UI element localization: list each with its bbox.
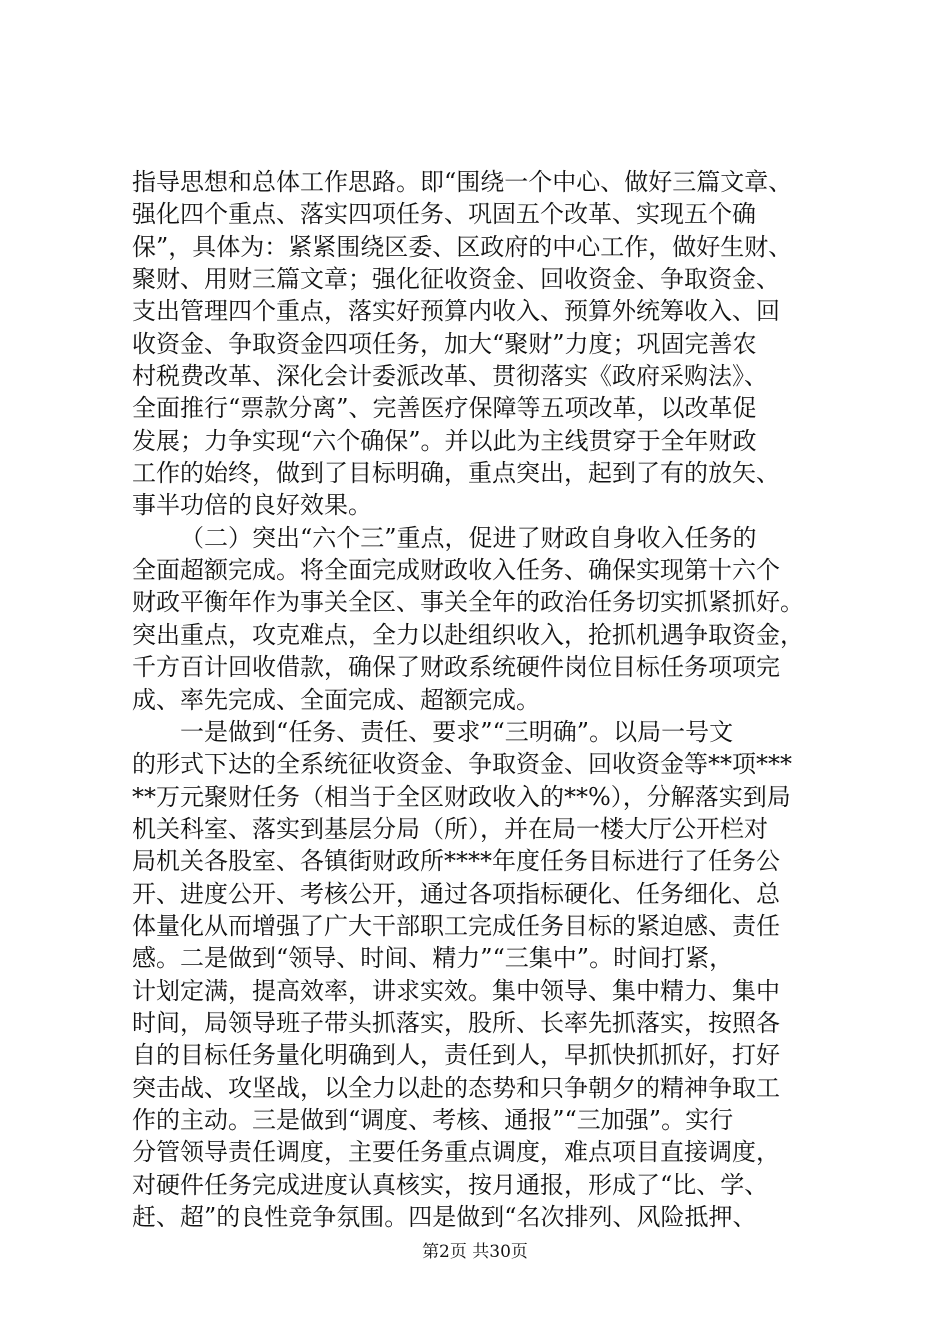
- text-line: 村税费改革、深化会计委派改革、贯彻落实《政府采购法》、: [132, 362, 768, 391]
- section-heading-line: （二）突出“六个三”重点，促进了财政自身收入任务的: [180, 523, 757, 552]
- text-line: 千方百计回收借款，确保了财政系统硬件岗位目标任务项项完: [132, 653, 780, 682]
- page-footer: [0, 1240, 950, 1264]
- text-line: 成、率先完成、全面完成、超额完成。: [132, 685, 540, 714]
- text-line: 时间，局领导班子带头抓落实，股所、长率先抓落实，按照各: [132, 1008, 780, 1037]
- text-line: 财政平衡年作为事关全区、事关全年的政治任务切实抓紧抓好。: [132, 588, 804, 617]
- text-line: 保”，具体为：紧紧围绕区委、区政府的中心工作，做好生财、: [132, 232, 793, 261]
- text-line: 体量化从而增强了广大干部职工完成任务目标的紧迫感、责任: [132, 911, 780, 940]
- text-line: 开、进度公开、考核公开，通过各项指标硬化、任务细化、总: [132, 879, 780, 908]
- text-line: 全面超额完成。将全面完成财政收入任务、确保实现第十六个: [132, 556, 780, 585]
- text-line: 工作的始终，做到了目标明确，重点突出，起到了有的放矢、: [132, 459, 780, 488]
- text-line: 对硬件任务完成进度认真核实，按月通报，形成了“比、学、: [132, 1170, 769, 1199]
- text-line: 收资金、争取资金四项任务，加大“聚财”力度；巩固完善农: [132, 329, 757, 358]
- page-number: 第2页 共30页: [422, 1242, 528, 1262]
- text-line: 计划定满，提高效率，讲求实效。集中领导、集中精力、集中: [132, 976, 780, 1005]
- text-line: 事半功倍的良好效果。: [132, 491, 372, 520]
- text-line: 突出重点，攻克难点，全力以赴组织收入，抢抓机遇争取资金，: [132, 620, 804, 649]
- text-line: 发展；力争实现“六个确保”。并以此为主线贯穿于全年财政: [132, 426, 757, 455]
- text-line: 作的主动。三是做到“调度、考核、通报”“三加强”。实行: [132, 1105, 734, 1134]
- text-line: 全面推行“票款分离”、完善医疗保障等五项改革，以改革促: [132, 394, 757, 423]
- text-line: 感。二是做到“领导、时间、精力”“三集中”。时间打紧，: [132, 944, 734, 973]
- document-body: [132, 166, 832, 1233]
- text-line: 赶、超”的良性竞争氛围。四是做到“名次排列、风险抵押、: [132, 1203, 757, 1231]
- text-line: 局机关各股室、各镇街财政所****年度任务目标进行了任务公: [132, 847, 780, 876]
- text-line: 的形式下达的全系统征收资金、争取资金、回收资金等**项***: [132, 750, 792, 779]
- paragraph-start-line: 一是做到“任务、责任、要求”“三明确”。以局一号文: [180, 717, 734, 746]
- text-line: 突击战、攻坚战，以全力以赴的态势和只争朝夕的精神争取工: [132, 1073, 780, 1102]
- text-line: **万元聚财任务（相当于全区财政收入的**%），分解落实到局: [132, 782, 791, 811]
- text-line: 分管领导责任调度，主要任务重点调度，难点项目直接调度，: [132, 1138, 780, 1167]
- text-line: 机关科室、落实到基层分局（所），并在局一楼大厅公开栏对: [132, 814, 768, 843]
- text-line: 支出管理四个重点，落实好预算内收入、预算外统筹收入、回: [132, 297, 780, 326]
- text-line: 强化四个重点、落实四项任务、巩固五个改革、实现五个确: [132, 200, 756, 229]
- text-line: 聚财、用财三篇文章；强化征收资金、回收资金、争取资金、: [132, 265, 780, 294]
- text-line: 自的目标任务量化明确到人，责任到人，早抓快抓抓好，打好: [132, 1041, 780, 1070]
- text-line: 指导思想和总体工作思路。即“围绕一个中心、做好三篇文章、: [132, 168, 793, 196]
